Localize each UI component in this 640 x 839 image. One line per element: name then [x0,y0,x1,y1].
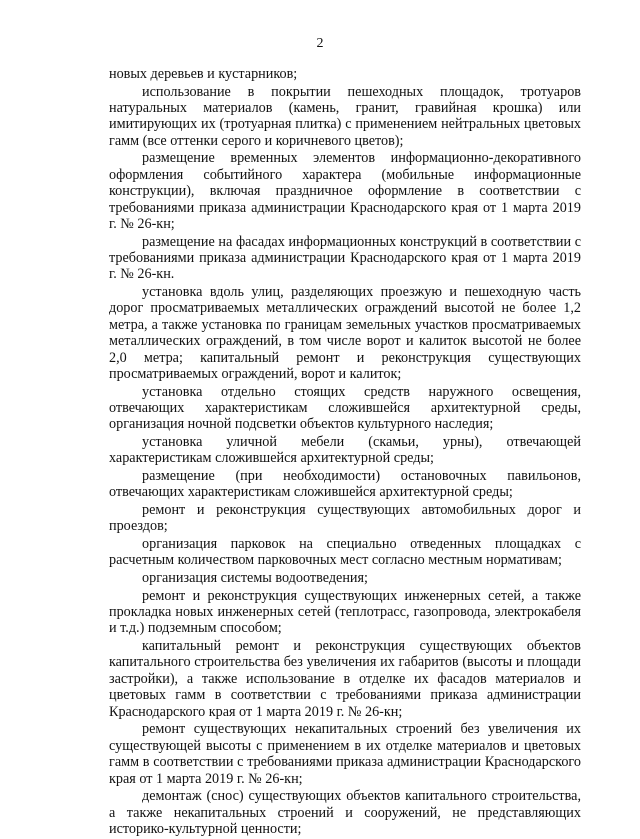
paragraph: использование в покрытии пешеходных площадок, тротуаров натуральных материалов (камень, гранит, гравийная крошка) или имитирующих их (тротуарная плитка) с применением нейтральных цветовых гамм (все оттенки серого и коричневого цветов); [109,83,581,149]
paragraph: новых деревьев и кустарников; [109,66,298,82]
paragraph: установка отдельно стоящих средств наружного освещения, отвечающих характеристикам сложившейся архитектурной среды, организация ночной подсветки объектов культурного наследия; [109,383,581,433]
paragraph: ремонт и реконструкция существующих инженерных сетей, а также прокладка новых инженерных сетей (теплотрасс, газопровода, электрокабеля и т.д.) подземным способом; [109,587,581,637]
paragraph: организация парковок на специально отведенных площадках с расчетным количеством парковочных мест согласно местным нормативам; [109,536,581,569]
document-body [109,66,581,839]
paragraph: ремонт существующих некапитальных строений без увеличения их существующей высоты с применением в их отделке материалов и цветовых гамм в соответствии с требованиями приказа администрации Краснодарского края от 1 марта 2019 г. № 26-кн; [109,721,581,787]
paragraph: установка вдоль улиц, разделяющих проезжую и пешеходную часть дорог просматриваемых металлических ограждений высотой не более 1,2 метра, а также установка по границам земельных участков просматриваемых металлических ограждений, в том числе ворот и калиток высотой не более 2,0 метра; капитальный ремонт и реконструкция существующих просматриваемых ограждений, ворот и калиток; [109,284,581,383]
paragraph: размещение на фасадах информационных конструкций в соответствии с требованиями приказа администрации Краснодарского края от 1 марта 2019 г. № 26-кн. [109,233,581,283]
paragraph: установка уличной мебели (скамьи, урны), отвечающей характеристикам сложившейся архитектурной среды; [109,434,581,467]
page-number: 2 [316,36,324,51]
paragraph: организация системы водоотведения; [142,570,368,587]
paragraph: размещение (при необходимости) остановочных павильонов, отвечающих характеристикам сложившейся архитектурной среды; [109,468,581,501]
paragraph: ремонт и реконструкция существующих автомобильных дорог и проездов; [109,502,581,535]
paragraph: капитальный ремонт и реконструкция существующих объектов капитального строительства без увеличения их габаритов (высоты и площади застройки), а также использование в отделке их фасадов материалов и цветовых гамм в соответствии с требованиями приказа администрации Краснодарского края от 1 марта 2019 г. № 26-кн; [109,638,581,720]
paragraph: размещение временных элементов информационно-декоративного оформления событийного характера (мобильные информационные конструкции), включая праздничное оформление в соответствии с требованиями приказа администрации Краснодарского края от 1 марта 2019 г. № 26-кн; [109,150,581,233]
paragraph: демонтаж (снос) существующих объектов капитального строительства, а также некапитальных строений и сооружений, не представляющих историко-культурной ценности; [109,788,581,837]
